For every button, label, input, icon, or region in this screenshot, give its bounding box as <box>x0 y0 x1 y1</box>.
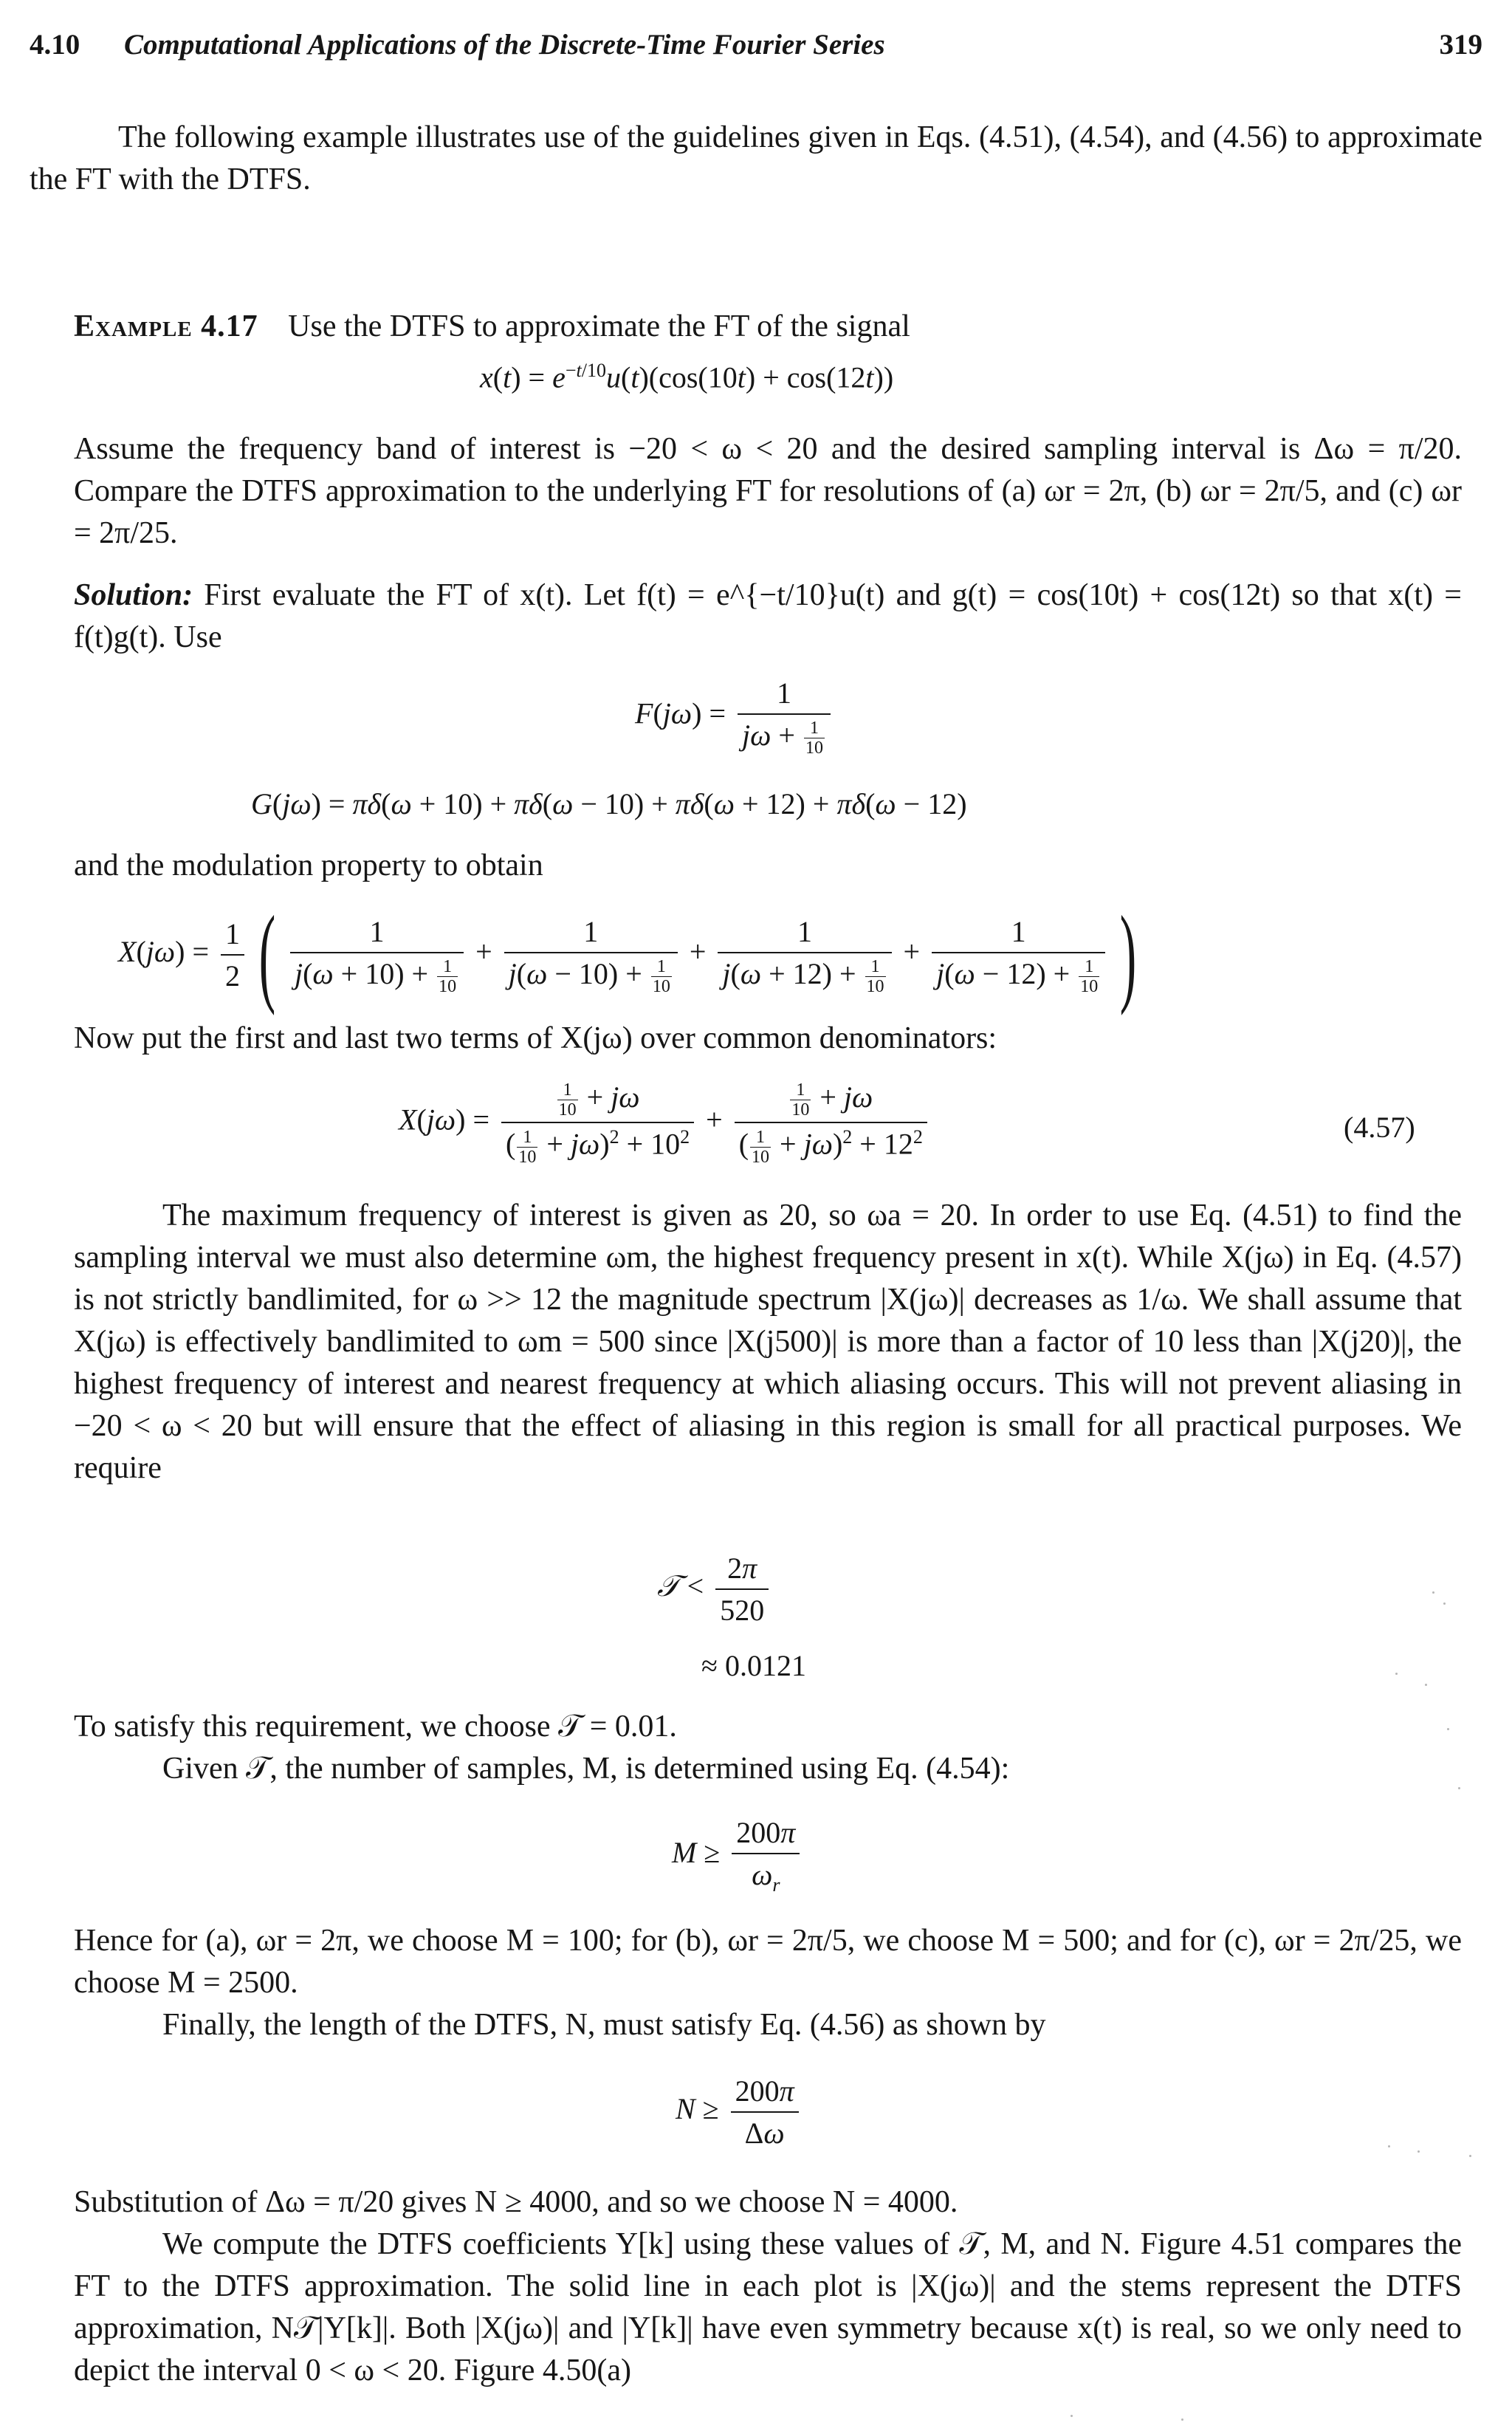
example-statement: Use the DTFS to approximate the FT of the signal <box>288 309 910 343</box>
solution-label: Solution: <box>74 578 193 612</box>
section-title: Computational Applications of the Discrete-Time Fourier Series <box>124 29 885 61</box>
common-denominator-text: Now put the first and last two terms of X(jω) over common denominators: <box>74 1021 997 1055</box>
N-inequality: N ≥ $\frac{200\pi}{\Delta\omega}$ <box>676 2074 803 2150</box>
hence-paragraph: Hence for (a), ωr = 2π, we choose M = 100; for (b), ωr = 2π/5, we choose M = 500; and for (c), ωr = 2π/25, we choose M = 2500. <box>74 1924 1462 2000</box>
solution-text: First evaluate the FT of x(t). Let f(t) = e^{−t/10}u(t) and g(t) = cos(10t) + cos(12t) so that x(t) = f(t)g(t). Use <box>74 578 1462 654</box>
T-approx: ≈ 0.0121 <box>701 1649 806 1682</box>
choose-T-text: To satisfy this requirement, we choose 𝒯 = 0.01. <box>74 1710 677 1744</box>
example-heading <box>74 306 1462 348</box>
page-number: 319 <box>1439 29 1482 61</box>
modulation-text: and the modulation property to obtain <box>74 849 543 882</box>
assume-paragraph: Assume the frequency band of interest is −20 < ω < 20 and the desired sampling interval is Δω = π/20. Compare the DTFS approximation to the underlying FT for resolutions of (a) ωr = 2π, (b) ωr = 2π/5, and (c) ωr = 2π/25. <box>74 432 1462 550</box>
X-common-equation: X(jω) = $\frac{1}{10}$ + jω ( $\frac{1}{10}$ + $j\omega)^2 + 10^2$ + $\frac{1}{10}$ + jω ( $\frac{1}{10}$ + $j\omega)^2 + 12^2$ <box>399 1080 932 1166</box>
finally-text: Finally, the length of the DTFS, N, must satisfy Eq. (4.56) as shown by <box>162 2008 1046 2042</box>
signal-equation: $x(t) = e^{-t/10}u(t)(\cos(10t) + \cos(12t))$ <box>480 360 894 394</box>
F-equation: F(jω) = 1 jω + $\frac{1}{10}$ <box>635 676 835 757</box>
running-header <box>30 28 1482 69</box>
G-equation: G(jω) = πδ(ω + 10) + πδ(ω − 10) + πδ(ω + 12) + πδ(ω − 12) <box>251 787 967 820</box>
equation-number: (4.57) <box>1344 1111 1415 1144</box>
T-inequality: 𝒯 < $\frac{2\pi}{520}$ <box>657 1551 773 1628</box>
compute-paragraph: We compute the DTFS coefficients Y[k] using these values of 𝒯, M, and N. Figure 4.51 compares the FT to the DTFS approximation. The solid line in each plot is |X(jω)| and the stems represent the DTFS approximation, N𝒯|Y[k]|. Both |X(jω)| and |Y[k]| have even symmetry because x(t) is real, so we only need to depict the interval 0 < ω < 20. Figure 4.50(a) <box>74 2227 1462 2387</box>
X-equation: X(jω) = $\frac{1}{2}$ ( 1 j(ω + 10) + $\frac{1}{10}$ + 1 j(ω − 10) + $\frac{1}{10}$ + 1 j(ω + 12) + $\frac{1}{10}$ + 1 j(ω − 12) + $\frac{1}{10}$ ) <box>118 894 1137 1016</box>
section-number: 4.10 <box>30 29 80 61</box>
M-inequality: M ≥ $\frac{200\pi}{\omega_r}$ <box>672 1815 804 1896</box>
example-label: Example 4.17 <box>74 309 258 343</box>
substitution-text: Substitution of Δω = π/20 gives N ≥ 4000, and so we choose N = 4000. <box>74 2185 958 2219</box>
solution-paragraph <box>74 575 1462 659</box>
intro-paragraph: The following example illustrates use of the guidelines given in Eqs. (4.51), (4.54), and (4.56) to approximate the FT with the DTFS. <box>30 120 1482 196</box>
max-frequency-paragraph: The maximum frequency of interest is given as 20, so ωa = 20. In order to use Eq. (4.51) to find the sampling interval we must also determine ωm, the highest frequency present in x(t). While X(jω) in Eq. (4.57) is not strictly bandlimited, for ω >> 12 the magnitude spectrum |X(jω)| decreases as 1/ω. We shall assume that X(jω) is effectively bandlimited to ωm = 500 since |X(j500)| is more than a factor of 10 less than |X(j20)|, the highest frequency of interest and nearest frequency at which aliasing occurs. This will not prevent aliasing in −20 < ω < 20 but will ensure that the effect of aliasing in this region is small for all practical purposes. We require <box>74 1199 1462 1485</box>
given-T-text: Given 𝒯, the number of samples, M, is determined using Eq. (4.54): <box>162 1752 1010 1786</box>
